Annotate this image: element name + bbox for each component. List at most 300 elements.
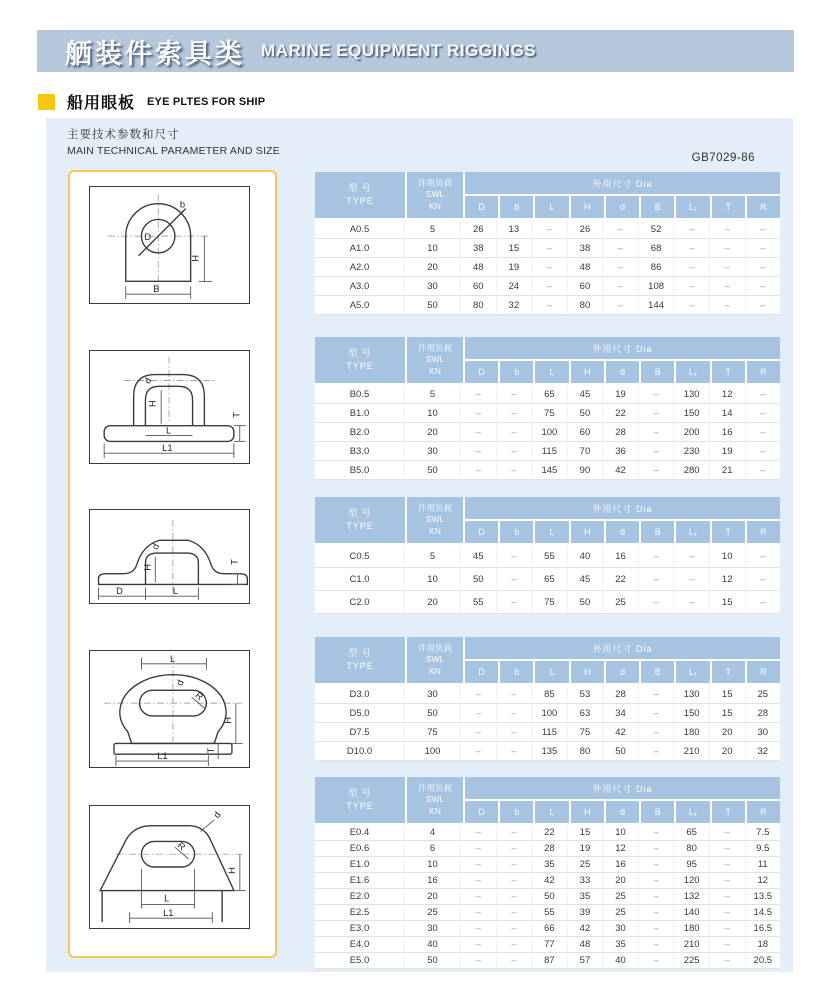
dimension-cell: 22 (603, 568, 639, 590)
dimension-cell: 140 (674, 905, 710, 920)
dimension-cell: – (639, 953, 675, 968)
dimensions-header-group (465, 337, 780, 383)
swl-cell: 10 (405, 239, 461, 257)
swl-cell: 16 (405, 873, 461, 888)
type-column-header (315, 337, 405, 383)
dimension-cell: 75 (532, 404, 568, 422)
dimension-cell: 26 (461, 220, 497, 238)
dimension-cell: 19 (497, 258, 533, 276)
dimension-cell: 80 (568, 296, 604, 314)
dimension-cell: – (603, 220, 639, 238)
dimension-cell: 115 (532, 442, 568, 460)
swl-cell: 5 (405, 385, 461, 403)
dimension-cell: 85 (532, 685, 568, 703)
type-header-zh: 型 号 (348, 788, 372, 799)
swl-cell: 40 (405, 937, 461, 952)
dimensions-header-group (465, 172, 780, 218)
eye-plate-a-diagram (90, 187, 249, 303)
dimension-column-header: L₁ (676, 801, 709, 823)
type-cell: E2.0 (315, 889, 405, 904)
dimension-cell: – (710, 841, 746, 856)
swl-header-zh: 许用负荷 (417, 503, 452, 514)
type-column-header (315, 777, 405, 823)
type-header-zh: 型 号 (348, 183, 372, 194)
dimension-cell: 52 (639, 220, 675, 238)
dimension-column-header: b (500, 801, 533, 823)
dimension-cell: 35 (603, 937, 639, 952)
swl-column-header (407, 172, 463, 218)
dimension-cell: 16.5 (753, 923, 773, 934)
table-series-b (315, 337, 780, 480)
type-header-en: TYPE (346, 196, 374, 206)
type-header-zh: 型 号 (348, 648, 372, 659)
type-column-header (315, 497, 405, 543)
table-row (315, 277, 780, 296)
dimension-column-header: L (535, 521, 568, 543)
swl-cell: 10 (405, 404, 461, 422)
dimension-cell: – (674, 277, 710, 295)
table-series-a (315, 172, 780, 315)
dimension-cell: 11 (757, 859, 768, 870)
swl-header-en: SWL (425, 189, 445, 200)
section-title-zh: 船用眼板 (67, 95, 136, 112)
dimension-cell: 12 (757, 875, 769, 886)
dimension-cell: – (639, 704, 675, 722)
table-row (315, 921, 780, 937)
dimension-column-header: L₁ (676, 196, 709, 218)
swl-cell: 6 (405, 841, 461, 856)
type-cell: A1.0 (315, 239, 405, 257)
dimension-cell: 53 (568, 685, 604, 703)
dimension-cell: – (497, 841, 533, 856)
eye-plate-d-diagram (90, 651, 249, 767)
dim-label: d (211, 809, 223, 820)
dimension-cell: – (461, 841, 497, 856)
table-row (315, 742, 780, 761)
dimension-column-header: R (747, 521, 780, 543)
dimension-cell: – (497, 825, 533, 840)
dim-label: D (116, 586, 123, 597)
dimension-cell: 75 (532, 591, 568, 613)
yellow-square-bullet-icon (38, 94, 55, 110)
dimension-cell: 25 (757, 688, 769, 700)
dimension-cell: 68 (639, 239, 675, 257)
dimension-column-header: D (465, 196, 498, 218)
type-column-header (315, 637, 405, 683)
swl-cell: 20 (405, 258, 461, 276)
dimension-cell: – (461, 742, 497, 760)
swl-header-en: SWL (425, 514, 445, 525)
panel-subtitle (67, 126, 280, 157)
drawing-e (89, 805, 250, 929)
dimension-cell: 16 (603, 857, 639, 872)
dimension-cell: – (497, 742, 533, 760)
table-row (315, 258, 780, 277)
dimension-cell: – (639, 442, 675, 460)
swl-header-zh: 许用负荷 (417, 783, 452, 794)
dimension-cell: – (760, 407, 766, 419)
dimension-column-header: L (535, 361, 568, 383)
eye-plate-c-diagram (90, 510, 249, 603)
dimension-cell: – (497, 921, 533, 936)
dimension-column-header: b (500, 196, 533, 218)
dimension-cell: 50 (568, 404, 604, 422)
type-header-zh: 型 号 (348, 508, 372, 519)
dimension-cell: 55 (532, 905, 568, 920)
dimension-cell: 36 (603, 442, 639, 460)
dimension-cell: – (461, 442, 497, 460)
type-header-en: TYPE (346, 361, 374, 371)
dimension-cell: 150 (674, 404, 710, 422)
dimension-cell: – (710, 825, 746, 840)
swl-column-header (407, 497, 463, 543)
type-cell: B5.0 (315, 461, 405, 479)
dimension-cell: 60 (568, 423, 604, 441)
table-row (315, 461, 780, 480)
dimension-cell: 19 (710, 442, 746, 460)
dim-label: L (166, 425, 172, 436)
dimension-cell: 57 (568, 953, 604, 968)
dimension-cell: – (760, 596, 766, 608)
table-row (315, 937, 780, 953)
dimensions-span-header: 外用尺寸 Dia (465, 172, 780, 194)
type-cell: B0.5 (315, 385, 405, 403)
dimension-cell: 65 (532, 568, 568, 590)
type-cell: C1.0 (315, 568, 405, 590)
dimension-cell: – (639, 825, 675, 840)
dimension-cell: – (461, 825, 497, 840)
dimension-subheaders (465, 521, 780, 543)
dimension-subheaders (465, 661, 780, 683)
dimension-cell: 65 (532, 385, 568, 403)
dimension-cell: – (760, 445, 766, 457)
type-cell: D7.5 (315, 723, 405, 741)
dimension-column-header: D (465, 801, 498, 823)
swl-header-zh: 许用负荷 (417, 178, 452, 189)
table-header-row (315, 172, 780, 218)
dimension-cell: – (710, 921, 746, 936)
type-cell: D5.0 (315, 704, 405, 722)
dimension-cell: 42 (603, 723, 639, 741)
dimension-column-header: L (535, 801, 568, 823)
dimension-cell: – (760, 464, 766, 476)
dimension-cell: 50 (461, 568, 497, 590)
dimension-cell: 80 (674, 841, 710, 856)
dimension-cell: 48 (461, 258, 497, 276)
dimension-cell: 24 (497, 277, 533, 295)
dimension-cell: 35 (532, 857, 568, 872)
dimension-cell: 66 (532, 921, 568, 936)
dimension-cell: 7.5 (756, 827, 770, 838)
dimension-cell: – (603, 277, 639, 295)
dimension-column-header: R (747, 661, 780, 683)
dimension-cell: – (461, 461, 497, 479)
swl-cell: 20 (405, 423, 461, 441)
dimension-column-header: T (712, 661, 745, 683)
dim-label: T (229, 559, 240, 565)
dimension-cell: – (497, 404, 533, 422)
dimension-column-header: R (747, 196, 780, 218)
type-cell: E5.0 (315, 953, 405, 968)
dimension-cell: – (760, 550, 766, 562)
dimension-cell: – (497, 704, 533, 722)
swl-column-header (407, 777, 463, 823)
dim-label: B (153, 284, 160, 295)
dim-label: d (150, 542, 162, 551)
dimension-cell: – (461, 404, 497, 422)
dimension-cell: – (639, 841, 675, 856)
dimension-cell: – (497, 442, 533, 460)
dimensions-span-header: 外用尺寸 Dia (465, 497, 780, 519)
subtitle-zh: 主要技术参数和尺寸 (67, 129, 180, 141)
dimension-cell: – (461, 921, 497, 936)
dimension-cell: – (497, 723, 533, 741)
type-header-en: TYPE (346, 801, 374, 811)
table-row (315, 423, 780, 442)
dimension-cell: – (760, 388, 766, 400)
dimension-cell: 145 (532, 461, 568, 479)
type-cell: B1.0 (315, 404, 405, 422)
dimension-cell: 12 (710, 568, 746, 590)
table-row (315, 220, 780, 239)
type-cell: D10.0 (315, 742, 405, 760)
table-row (315, 239, 780, 258)
dimension-cell: – (532, 296, 568, 314)
dimension-cell: – (461, 385, 497, 403)
dimension-cell: 25 (603, 591, 639, 613)
dimension-cell: 86 (639, 258, 675, 276)
dimension-cell: – (760, 223, 766, 235)
table-row (315, 841, 780, 857)
drawing-b (89, 350, 250, 464)
dim-label: H (190, 254, 201, 262)
swl-cell: 50 (405, 461, 461, 479)
dimension-cell: – (760, 261, 766, 273)
dimension-column-header: L₁ (676, 361, 709, 383)
dimension-cell: – (639, 905, 675, 920)
dimension-column-header: d (606, 361, 639, 383)
eye-plate-b-diagram (90, 351, 249, 463)
dim-label: L1 (163, 908, 174, 919)
dim-label: T (231, 412, 242, 418)
swl-header-en: SWL (425, 794, 445, 805)
dimension-cell: 200 (674, 423, 710, 441)
table-row (315, 873, 780, 889)
dimension-cell: – (760, 242, 766, 254)
dimension-cell: 45 (568, 385, 604, 403)
dimension-cell: 16 (710, 423, 746, 441)
swl-header-en: SWL (425, 654, 445, 665)
dimension-cell: – (674, 568, 710, 590)
table-row (315, 404, 780, 423)
swl-cell: 10 (405, 857, 461, 872)
dimension-cell: 39 (568, 905, 604, 920)
swl-cell: 50 (405, 296, 461, 314)
table-row (315, 723, 780, 742)
dimension-cell: 42 (568, 921, 604, 936)
dimension-cell: 19 (603, 385, 639, 403)
dimensions-header-group (465, 777, 780, 823)
dimension-cell: 15 (710, 704, 746, 722)
dimension-column-header: B (641, 196, 674, 218)
table-row (315, 825, 780, 841)
swl-header-zh: 许用负荷 (417, 643, 452, 654)
dimension-cell: 130 (674, 685, 710, 703)
type-cell: A5.0 (315, 296, 405, 314)
type-cell: E0.6 (315, 841, 405, 856)
dimension-cell: 42 (532, 873, 568, 888)
dimension-cell: 80 (568, 742, 604, 760)
type-header-en: TYPE (346, 661, 374, 671)
dimension-cell: 9.5 (756, 843, 770, 854)
dimension-cell: 40 (568, 545, 604, 567)
dimension-cell: – (639, 723, 675, 741)
dimension-cell: 28 (603, 423, 639, 441)
table-row (315, 857, 780, 873)
dim-label: H (226, 867, 237, 874)
table-row (315, 545, 780, 568)
dimension-cell: – (461, 937, 497, 952)
dimension-column-header: D (465, 661, 498, 683)
swl-cell: 25 (405, 905, 461, 920)
dimension-cell: 77 (532, 937, 568, 952)
swl-cell: 30 (405, 442, 461, 460)
dimension-column-header: b (500, 661, 533, 683)
swl-header-unit: KN (429, 805, 441, 816)
dimension-cell: – (497, 545, 533, 567)
dimension-cell: 15 (710, 591, 746, 613)
dimension-cell: – (639, 921, 675, 936)
dimension-cell: – (639, 423, 675, 441)
dimension-cell: 19 (568, 841, 604, 856)
dimension-column-header: H (571, 361, 604, 383)
dimension-cell: 22 (532, 825, 568, 840)
dimension-cell: – (461, 873, 497, 888)
dimension-cell: – (760, 426, 766, 438)
dimension-cell: – (710, 937, 746, 952)
type-cell: D3.0 (315, 685, 405, 703)
table-series-c (315, 497, 780, 614)
dimension-cell: 45 (568, 568, 604, 590)
swl-cell: 50 (405, 704, 461, 722)
swl-cell: 5 (405, 220, 461, 238)
dimension-cell: – (674, 545, 710, 567)
dimension-cell: 210 (674, 742, 710, 760)
dimension-cell: 28 (757, 707, 769, 719)
dimension-cell: – (710, 258, 746, 276)
dimension-column-header: R (747, 361, 780, 383)
dimension-cell: 90 (568, 461, 604, 479)
dimension-cell: 180 (674, 723, 710, 741)
dimension-cell: – (760, 299, 766, 311)
dimension-cell: 14 (710, 404, 746, 422)
dimension-column-header: L (535, 661, 568, 683)
dimension-cell: – (461, 953, 497, 968)
swl-cell: 30 (405, 685, 461, 703)
type-cell: B3.0 (315, 442, 405, 460)
dimension-cell: – (461, 889, 497, 904)
table-header-row (315, 637, 780, 683)
dim-label: L (164, 893, 170, 904)
dimension-cell: – (710, 873, 746, 888)
dimension-cell: – (710, 889, 746, 904)
drawing-a (89, 186, 250, 304)
dimension-cell: 26 (568, 220, 604, 238)
swl-header-unit: KN (429, 365, 441, 376)
dimension-cell: 28 (532, 841, 568, 856)
page-header-band (37, 30, 794, 72)
dim-label: d (142, 376, 154, 386)
dimension-subheaders (465, 361, 780, 383)
dimension-column-header: T (712, 801, 745, 823)
dimension-cell: 120 (674, 873, 710, 888)
dimension-column-header: R (747, 801, 780, 823)
dimension-cell: – (710, 296, 746, 314)
type-cell: A3.0 (315, 277, 405, 295)
page-title-en: MARINE EQUIPMENT RIGGINGS (261, 41, 537, 60)
dimension-cell: – (639, 568, 675, 590)
section-title-en: EYE PLTES FOR SHIP (147, 95, 266, 108)
swl-header-unit: KN (429, 200, 441, 211)
dimension-cell: 22 (603, 404, 639, 422)
dimension-cell: 95 (674, 857, 710, 872)
eye-plate-e-diagram (90, 806, 249, 928)
dimension-column-header: d (606, 196, 639, 218)
dimension-cell: 70 (568, 442, 604, 460)
type-column-header (315, 172, 405, 218)
dimension-cell: – (497, 685, 533, 703)
dimension-cell: 12 (603, 841, 639, 856)
dimension-cell: 108 (639, 277, 675, 295)
dimension-column-header: b (500, 361, 533, 383)
dimension-cell: 15 (710, 685, 746, 703)
dimension-column-header: B (641, 801, 674, 823)
dimension-cell: 32 (497, 296, 533, 314)
dimension-cell: – (603, 239, 639, 257)
dimension-column-header: H (571, 521, 604, 543)
dimension-cell: – (532, 277, 568, 295)
dimension-cell: – (639, 889, 675, 904)
dimension-cell: – (639, 685, 675, 703)
dimension-column-header: T (712, 521, 745, 543)
table-row (315, 568, 780, 591)
type-header-en: TYPE (346, 521, 374, 531)
dimensions-span-header: 外用尺寸 Dia (465, 337, 780, 359)
swl-header-unit: KN (429, 525, 441, 536)
table-row (315, 685, 780, 704)
dimension-cell: 20.5 (753, 955, 773, 966)
dimension-cell: – (639, 404, 675, 422)
subtitle-en: MAIN TECHNICAL PARAMETER AND SIZE (67, 145, 280, 157)
dimensions-span-header: 外用尺寸 Dia (465, 777, 780, 799)
dimension-cell: – (710, 953, 746, 968)
dimension-cell: – (497, 953, 533, 968)
dimension-cell: 50 (532, 889, 568, 904)
dimension-cell: – (760, 573, 766, 585)
dimension-column-header: D (465, 361, 498, 383)
dimension-cell: 65 (674, 825, 710, 840)
type-header-zh: 型 号 (348, 348, 372, 359)
dimension-cell: – (532, 258, 568, 276)
dimension-cell: – (639, 461, 675, 479)
table-header-row (315, 777, 780, 823)
dim-label: H (142, 563, 153, 571)
dimension-cell: 225 (674, 953, 710, 968)
dimension-cell: – (639, 545, 675, 567)
dimension-subheaders (465, 196, 780, 218)
dimension-cell: – (639, 857, 675, 872)
dimension-column-header: H (571, 196, 604, 218)
